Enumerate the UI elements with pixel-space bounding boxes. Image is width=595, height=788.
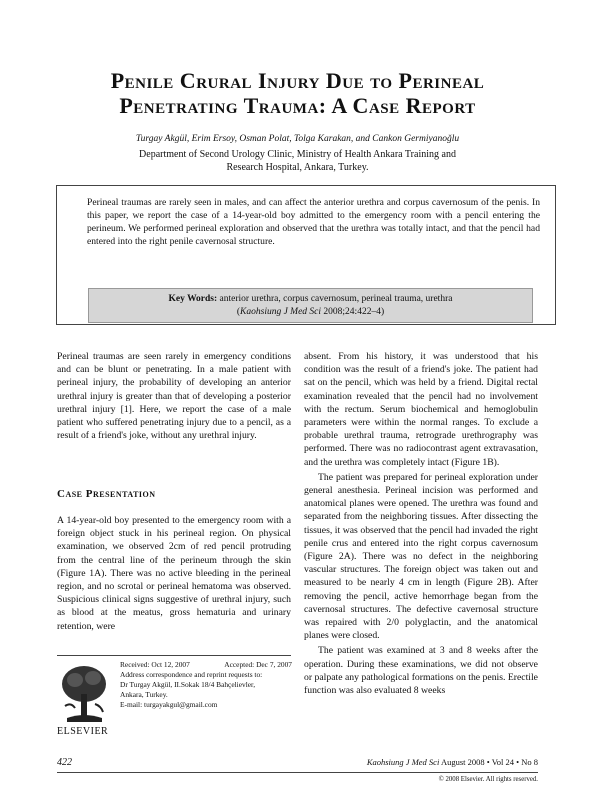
keywords-line: [89, 293, 532, 306]
title-line-2: Penetrating Trauma: A Case Report: [119, 93, 476, 118]
journal-name: Kaohsiung J Med Sci: [366, 757, 440, 767]
citation-rest: 2008;24:422–4): [323, 307, 385, 317]
journal-info: [367, 757, 538, 767]
keywords-box: [88, 288, 533, 323]
article-notes: [120, 660, 292, 710]
right-paragraph-2: The patient was prepared for perineal exploration under general anesthesia. Perineal incision was performed and anatomical planes were opened. The urethra was found and separated from the neighboring tissues. After dissecting the tissues, it was observed that the pencil had invaded the right penile crus and entered into the right corpus cavernosum (Figure 2A). There was no defect in the neighboring vascular structures. The foreign object was taken out and measured to be nearly 4 cm in length (Figure 2B). After removing the pencil, active hemorrhage began from the cavernosal structures. The defective cavernosal structure was repaired with 2/0 polyglactin, and the anatomical planes were closed.: [304, 471, 538, 642]
right-paragraph-3: The patient was examined at 3 and 8 weeks after the operation. During these examinations, we did not observe or palpate any pathological formations on the penis. Erectile function was also evaluated 8 weeks: [304, 645, 538, 697]
affiliation-line-1: Department of Second Urology Clinic, Ministry of Health Ankara Training and: [139, 149, 456, 160]
right-paragraph-1: absent. From his history, it was understood that his condition was the result of a friend's joke. The patient had sat on the pencil, which was held by a friend. Digital rectal examination revealed that the pencil had no involvement with the rectum. Serum biochemical and hemoglobulin parameters were within the normal ranges. To exclude a probable urethral trauma, retrograde urethrography was performed. There was no radiocontrast agent extravasation, and the urethra was completely intact (Figure 1B).: [304, 351, 538, 468]
dates-row: [120, 660, 292, 670]
affiliation-line-2: Research Hospital, Ankara, Turkey.: [226, 162, 369, 173]
received-date: Received: Oct 12, 2007: [120, 660, 190, 669]
copyright-notice: © 2008 Elsevier. All rights reserved.: [438, 776, 538, 783]
title-line-1: Penile Crural Injury Due to Perineal: [110, 68, 485, 93]
intro-column: [57, 350, 291, 442]
abstract-text: Perineal traumas are rarely seen in males, and can affect the anterior urethra and corpus cavernosum of the penis. In this paper, we report the case of a 14-year-old boy admitted to the emergency room with a pencil entering the perineum. We performed perineal exploration and observed that the urethra was totally intact, and that the pencil had entered into the right penile cavernosal structure.: [87, 197, 540, 247]
keywords-terms: anterior urethra, corpus cavernosum, perineal trauma, urethra: [219, 294, 453, 304]
email-address: E-mail: turgayakgul@gmail.com: [120, 700, 218, 709]
citation-line: (Kaohsiung J Med Sci 2008;24:422–4): [236, 307, 385, 317]
elsevier-logo: [57, 660, 112, 740]
section-heading-text: Case Presentation: [57, 488, 156, 500]
case-paragraph-1: A 14-year-old boy presented to the emergency room with a foreign object stuck in his perineal region. On physical examination, we observed 2cm of red pencil protruding from the central line of the perineum through the skin (Figure 1A). There was no active bleeding in the perineal region, and no scrotal or perineal hematoma was observed. Suspicious clinical signs suggestive of urethral injury, such as blood at the meatus, gross hematuria and urinary retention, were: [57, 515, 291, 632]
intro-paragraph: Perineal traumas are seen rarely in emergency conditions and can be blunt or penetrating. In a male patient with perineal injury, the probability of developing an anterior urethral injury is greater than that of developing a posterior urethral injury [1]. Here, we report the case of a male patient who suffered penetrating injury due to a pencil, as a result of a friend's joke, without any urethral injury.: [57, 351, 291, 442]
author-list: Turgay Akgül, Erim Ersoy, Osman Polat, Tolga Karakan, and Cankon Germiyanoğlu: [135, 134, 460, 144]
keywords-label: Key Words:: [168, 294, 218, 304]
footnote-divider: [57, 655, 291, 656]
affiliation: [40, 148, 555, 174]
footer-divider: [57, 772, 538, 773]
citation-journal: Kaohsiung J Med Sci: [240, 307, 322, 317]
page-number: 422: [57, 757, 72, 768]
right-column: [304, 350, 538, 697]
accepted-date: Accepted: Dec 7, 2007: [224, 660, 292, 669]
article-title: [40, 68, 555, 118]
section-heading: [57, 488, 156, 500]
address-line-2: Dr Turgay Akgül, II.Sokak 18/4 Bahçelievler,: [120, 680, 256, 689]
address-line-1: Address correspondence and reprint requests to:: [120, 670, 263, 679]
journal-issue: August 2008 • Vol 24 • No 8: [440, 757, 538, 767]
address-line-3: Ankara, Turkey.: [120, 690, 168, 699]
publisher-name: ELSEVIER: [57, 726, 109, 737]
